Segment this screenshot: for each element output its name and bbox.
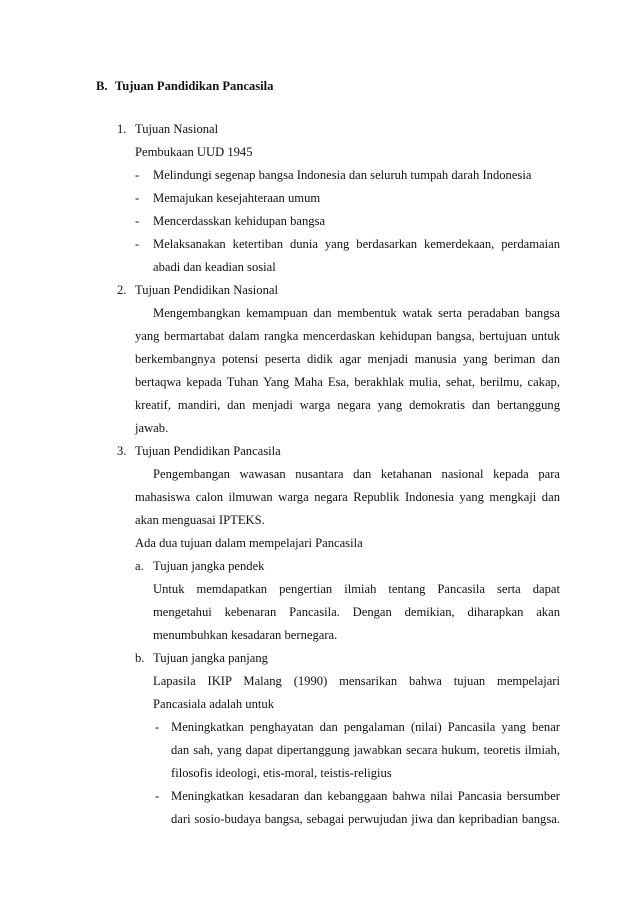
section-title: Tujuan Pandidikan Pancasila xyxy=(115,79,274,93)
item-number: 3. xyxy=(117,444,127,458)
paragraph-line: menumbuhkan kesadaran bernegara. xyxy=(153,628,338,642)
paragraph-line: Ada dua tujuan dalam mempelajari Pancasila xyxy=(135,536,363,550)
item-title: Tujuan Nasional xyxy=(135,122,219,136)
paragraph-line: mahasiswa calon ilmuwan warga negara Republik Indonesia yang mengkaji dan xyxy=(135,490,560,504)
paragraph-line: yang bermartabat dalam rangka mencerdaskan kehidupan bangsa, bertujuan untuk xyxy=(135,329,560,343)
subitem-label: b. xyxy=(135,651,145,665)
bullet-text-continued: filosofis ideologi, etis-moral, teistis-religius xyxy=(171,766,392,780)
bullet-text-continued: abadi dan keadian sosial xyxy=(153,260,276,274)
item-number: 1. xyxy=(117,122,127,136)
paragraph-line: akan menguasai IPTEKS. xyxy=(135,513,265,527)
bullet-text-continued: dan sah, yang dapat dipertanggung jawabkan secara hukum, teoretis ilmiah, xyxy=(171,743,560,757)
item-subtitle: Pembukaan UUD 1945 xyxy=(135,145,253,159)
paragraph-line: mengetahui kebenaran Pancasila. Dengan demikian, diharapkan akan xyxy=(153,605,560,619)
bullet-dash: - xyxy=(135,168,140,182)
bullet-dash: - xyxy=(155,720,160,734)
bullet-text: Memajukan kesejahteraan umum xyxy=(153,191,321,205)
bullet-dash: - xyxy=(135,191,140,205)
paragraph-line: Pancasiala adalah untuk xyxy=(153,697,274,711)
paragraph-line: Mengembangkan kemampuan dan membentuk watak serta peradaban bangsa xyxy=(153,306,560,320)
bullet-text: Mencerdasskan kehidupan bangsa xyxy=(153,214,326,228)
bullet-dash: - xyxy=(155,789,160,803)
item-number: 2. xyxy=(117,283,127,297)
section-label: B. xyxy=(96,79,108,93)
subitem-title: Tujuan jangka pendek xyxy=(153,559,265,573)
item-title: Tujuan Pendidikan Pancasila xyxy=(135,444,281,458)
paragraph-line: bertaqwa kepada Tuhan Yang Maha Esa, berakhlak mulia, sehat, berilmu, cakap, xyxy=(135,375,560,389)
bullet-text-continued: dari sosio-budaya bangsa, sebagai perwujudan jiwa dan kepribadian bangsa. xyxy=(171,812,560,826)
paragraph-line: Pengembangan wawasan nusantara dan ketahanan nasional kepada para xyxy=(153,467,560,481)
bullet-dash: - xyxy=(135,237,140,251)
paragraph-line: Lapasila IKIP Malang (1990) mensarikan bahwa tujuan mempelajari xyxy=(153,674,560,688)
bullet-dash: - xyxy=(135,214,140,228)
paragraph-line: jawab. xyxy=(135,421,169,435)
bullet-text: Melindungi segenap bangsa Indonesia dan seluruh tumpah darah Indonesia xyxy=(153,168,532,182)
paragraph-line: berkembangnya potensi peserta didik agar menjadi manusia yang beriman dan xyxy=(135,352,560,366)
paragraph-line: Untuk memdapatkan pengertian ilmiah tentang Pancasila serta dapat xyxy=(153,582,560,596)
item-title: Tujuan Pendidikan Nasional xyxy=(135,283,278,297)
bullet-text: Meningkatkan kesadaran dan kebanggaan bahwa nilai Pancasia bersumber xyxy=(171,789,560,803)
bullet-text: Melaksanakan ketertiban dunia yang berdasarkan kemerdekaan, perdamaian xyxy=(153,237,560,251)
bullet-text: Meningkatkan penghayatan dan pengalaman (nilai) Pancasila yang benar xyxy=(171,720,560,734)
subitem-title: Tujuan jangka panjang xyxy=(153,651,268,665)
paragraph-line: kreatif, mandiri, dan menjadi warga negara yang demokratis dan bertanggung xyxy=(135,398,560,412)
subitem-label: a. xyxy=(135,559,144,573)
